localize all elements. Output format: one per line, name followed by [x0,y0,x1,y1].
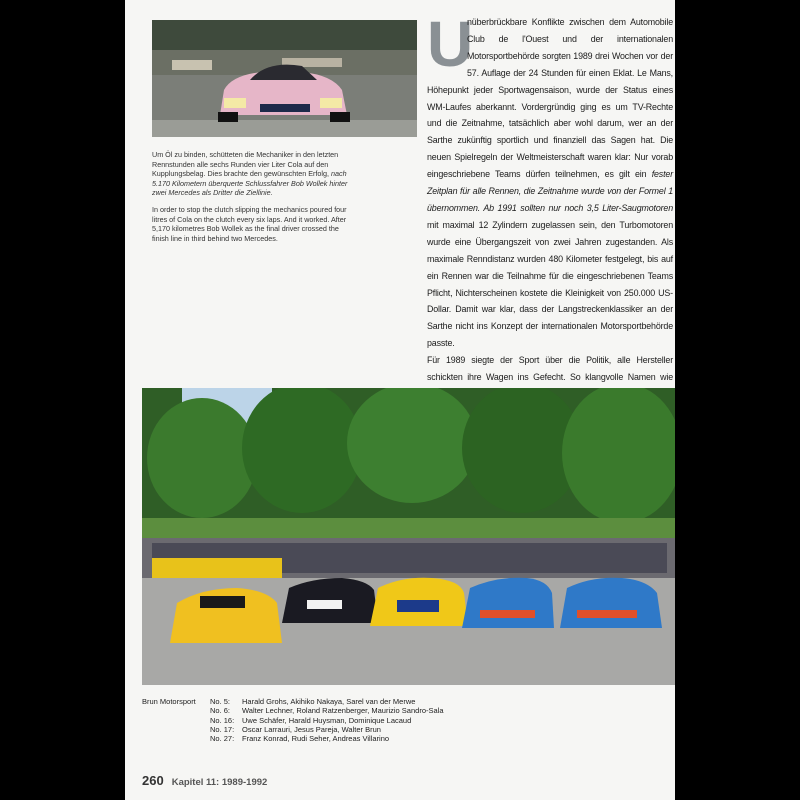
driver-names: Harald Grohs, Akihiko Nakaya, Sarel van der Merwe [242,697,416,706]
caption-german-part2: nach 5.170 Kilometern überquerte Schlussfahrer Bob Wollek hinter zwei Mercedes als Dritter die Ziellinie. [152,169,348,198]
book-page [125,0,675,800]
chapter-title: Kapitel 11: 1989-1992 [171,777,268,788]
article-paragraph-2: Für 1989 siegte der Sport über die Politik, alle Hersteller schickten ihre Wagen ins Gefecht. So klangvolle Namen wie [427,355,673,383]
driver-names: Uwe Schäfer, Harald Huysman, Dominique Lacaud [242,715,412,725]
team-group-photo [142,388,675,685]
car-number: No. 17: [210,724,235,734]
driver-names: Walter Lechner, Roland Ratzenberger, Maurizio Sandro-Sala [242,706,444,716]
caption-english: In order to stop the clutch slipping the mechanics poured four litres of Cola on the clutch every six laps. And it worked. After 5,170 kilometres Bob Wollek as the final driver crossed the finish line in third behind two Mercedes. [152,205,347,243]
team-row [210,706,444,715]
team-row [210,725,444,734]
team-driver-list [210,697,444,743]
article-paragraph-1a: nüberbrückbare Konflikte zwischen dem Automobile Club de l'Ouest und der internationalen Motorsportbehörde sorgten 1989 drei Wochen vor der 57. Auflage der 24 Stunden für einen Eklat. Le Mans, Höhepunkt jeder Sportwagensaison, wurde der Status eines WM-Laufes aberkannt. Vordergründig ging es um TV-Rechte und die Zeitnahme, tatsächlich aber wohl darum, wer an der Sarthe zukünftig sportlich und finanziell das Sagen hat. Die neuen Spielregeln der Weltmeisterschaft waren klar: Nur vorab eingeschriebene Teams dürfen teilnehmen, es gilt ein [427,17,673,180]
team-group-photo-graphic [142,388,675,685]
page-footer [142,772,267,790]
article-paragraph-1b: mit maximal 12 Zylindern zugelassen sein, den Turbomotoren wurde eine Übergangszeit von zwei Jahren zugestanden. Als maximale Renndistanz wurden 480 Kilometer festgelegt, bis auf ein Rennen war die Teilnahme für die eingeschriebenen Teams Pflicht, Nichterscheinen kostete die Kleinigkeit von 250.000 US-Dollar. Damit war klar, dass der Langstreckenklassiker an der Sarthe nicht ins Konzept der internationalen Motorsportbehörde passte. [427,219,673,349]
caption-german [152,150,352,198]
team-row [210,716,444,725]
page-edge-shadow [675,0,800,800]
car-number: No. 16: [210,715,235,725]
race-car-photo-graphic [152,20,417,137]
driver-names: Franz Konrad, Rudi Seher, Andreas Villarino [242,734,390,744]
page-number: 260 [142,773,164,788]
car-number: No. 6: [210,706,231,716]
team-row [210,734,444,743]
team-row [210,697,444,706]
article-body [427,8,673,420]
caption-german-part1: Um Öl zu binden, schütteten die Mechaniker in den letzten Rennstunden alle sechs Runden vier Liter Cola auf den Kupplungsbelag. Dies brachte den gewünschten Erfolg, [152,150,339,179]
race-car-photo [152,20,417,137]
car-number: No. 5: [210,697,231,706]
team-label: Brun Motorsport [142,697,196,706]
car-number: No. 27: [210,734,235,744]
drop-cap: U [427,8,474,80]
article-paragraph-1-italic: fester Zeitplan für alle Rennen, die Zeitnahme wurde von der Formel 1 übernommen. Ab 1991 sollten nur noch 3,5 Liter-Saugmotoren [427,169,673,213]
driver-names: Oscar Larrauri, Jesus Pareja, Walter Brun [242,724,381,734]
